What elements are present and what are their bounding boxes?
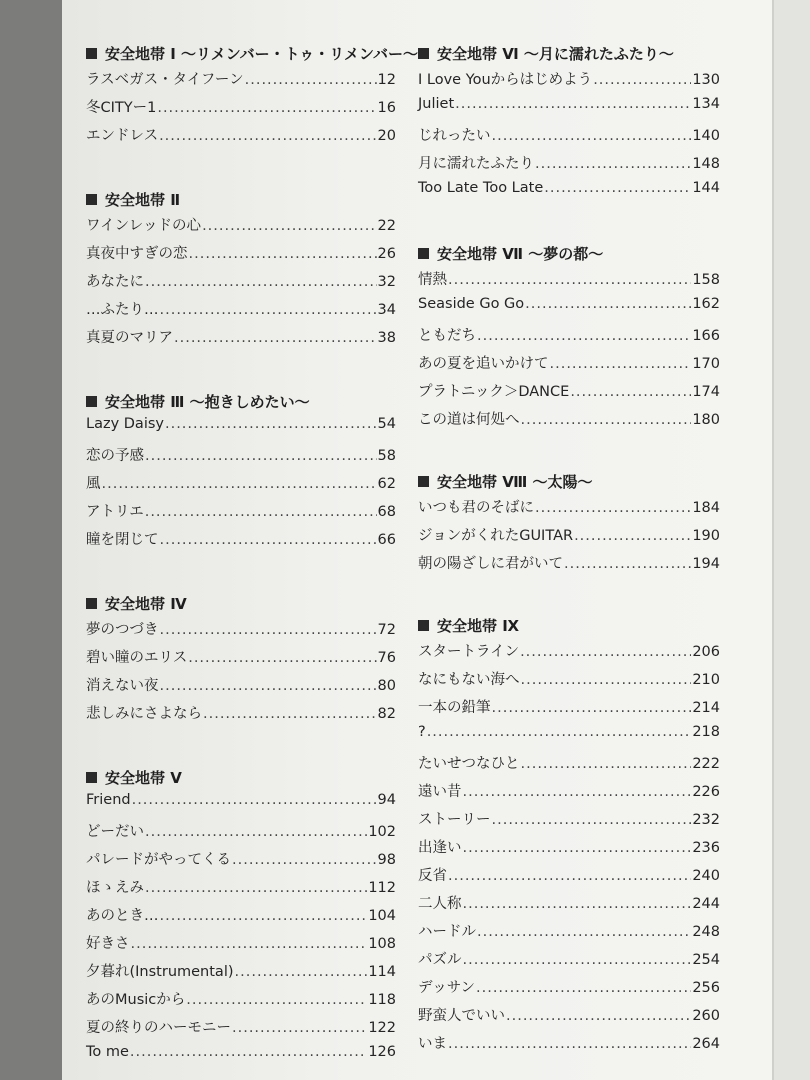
dot-leader — [102, 476, 377, 492]
song-title: デッサン — [418, 980, 475, 996]
album-heading-text: 安全地帯 Ⅷ 〜太陽〜 — [437, 472, 593, 491]
page-number: 260 — [692, 1008, 720, 1024]
toc-entry — [86, 932, 396, 960]
page-number: 38 — [377, 330, 396, 346]
song-title: 一本の鉛筆 — [418, 700, 491, 716]
dot-leader — [448, 868, 691, 884]
toc-entry — [418, 352, 720, 380]
page-number: 240 — [692, 868, 720, 884]
page-number: 112 — [368, 880, 396, 896]
page-number: 244 — [692, 896, 720, 912]
section-gap — [418, 208, 720, 238]
toc-entry — [418, 668, 720, 696]
dot-leader — [535, 500, 691, 516]
square-bullet-icon — [86, 48, 97, 59]
song-title: 瞳を閉じて — [86, 532, 159, 548]
dot-leader — [202, 218, 376, 234]
song-title: 悲しみにさよなら — [86, 706, 202, 722]
toc-entry — [418, 152, 720, 180]
dot-leader — [160, 302, 377, 318]
dot-leader — [145, 448, 377, 464]
song-title: エンドレス — [86, 128, 159, 144]
page-number: 214 — [692, 700, 720, 716]
song-title: Too Late Too Late — [418, 180, 544, 196]
page-number: 194 — [692, 556, 720, 572]
page-number: 232 — [692, 812, 720, 828]
toc-entry — [86, 904, 396, 932]
dot-leader — [160, 908, 368, 924]
toc-entry — [418, 696, 720, 724]
song-title: Seaside Go Go — [418, 296, 525, 312]
album-heading — [86, 184, 396, 214]
square-bullet-icon — [418, 248, 429, 259]
page-number: 54 — [377, 416, 396, 432]
dot-leader — [492, 812, 692, 828]
dot-leader — [130, 1044, 367, 1060]
dot-leader — [232, 1020, 367, 1036]
page-number: 16 — [377, 100, 396, 116]
song-title: ハードル — [418, 924, 476, 940]
section-gap — [418, 580, 720, 610]
song-title: ? — [418, 724, 426, 740]
dot-leader — [203, 706, 377, 722]
song-title: ワインレッドの心 — [86, 218, 202, 234]
album-heading — [86, 38, 418, 68]
song-title: ラスベガス・タイフーン — [86, 72, 244, 88]
dot-leader — [448, 272, 691, 288]
toc-entry — [418, 864, 720, 892]
page-number: 104 — [368, 908, 396, 924]
toc-entry — [418, 180, 720, 208]
page-number: 126 — [368, 1044, 396, 1060]
toc-entry — [418, 1004, 720, 1032]
toc-entry — [418, 68, 720, 96]
dot-leader — [593, 72, 691, 88]
toc-entry — [86, 702, 396, 730]
album-section — [86, 184, 396, 354]
square-bullet-icon — [418, 620, 429, 631]
song-title: 出逢い — [418, 840, 462, 856]
dot-leader — [521, 672, 692, 688]
page-number: 162 — [692, 296, 720, 312]
album-section — [418, 238, 720, 436]
toc-entry — [86, 820, 396, 848]
toc-entry — [418, 296, 720, 324]
page-number: 80 — [377, 678, 396, 694]
dot-leader — [455, 96, 691, 112]
dot-leader — [232, 852, 377, 868]
dot-leader — [544, 180, 691, 196]
section-gap — [86, 730, 396, 762]
dot-leader — [564, 556, 691, 572]
section-gap — [86, 556, 396, 588]
page-number: 12 — [377, 72, 396, 88]
song-title: この道は何処へ — [418, 412, 520, 428]
dot-leader — [570, 384, 691, 400]
song-title: 夏の終りのハーモニー — [86, 1020, 231, 1036]
toc-entry — [86, 618, 396, 646]
section-gap — [418, 436, 720, 466]
toc-entry — [418, 976, 720, 1004]
page-number: 210 — [692, 672, 720, 688]
dot-leader — [145, 274, 377, 290]
page-number: 76 — [377, 650, 396, 666]
page-number: 190 — [692, 528, 720, 544]
toc-entry — [86, 270, 396, 298]
page-number: 134 — [692, 96, 720, 112]
page-number: 148 — [692, 156, 720, 172]
song-title: スタートライン — [418, 644, 520, 660]
song-title: あの夏を追いかけて — [418, 356, 549, 372]
song-title: 朝の陽ざしに君がいて — [418, 556, 563, 572]
toc-entry — [86, 876, 396, 904]
toc-entry — [418, 640, 720, 668]
page-number: 32 — [377, 274, 396, 290]
page-number: 72 — [377, 622, 396, 638]
song-title: To me — [86, 1044, 129, 1060]
album-heading — [86, 762, 396, 792]
page-number: 130 — [692, 72, 720, 88]
song-title: パレードがやってくる — [86, 852, 231, 868]
dot-leader — [574, 528, 691, 544]
toc-entry — [418, 836, 720, 864]
album-section — [418, 466, 720, 580]
toc-column-left — [86, 38, 418, 1072]
toc-entry — [86, 1044, 396, 1072]
page-number: 236 — [692, 840, 720, 856]
page-number: 108 — [368, 936, 396, 952]
page-number: 20 — [377, 128, 396, 144]
page-number: 26 — [377, 246, 396, 262]
album-heading-text: 安全地帯 Ⅳ — [105, 594, 187, 613]
album-heading-text: 安全地帯 Ⅴ — [105, 768, 182, 787]
toc-entry — [418, 724, 720, 752]
page-number: 22 — [377, 218, 396, 234]
song-title: I Love Youからはじめよう — [418, 72, 593, 88]
song-title: どーだい — [86, 824, 144, 840]
song-title: あのとき… — [86, 908, 159, 924]
song-title: Juliet — [418, 96, 455, 112]
toc-entry — [86, 528, 396, 556]
toc-entry — [418, 892, 720, 920]
adjacent-page-edge — [772, 0, 810, 1080]
song-title: 真夏のマリア — [86, 330, 173, 346]
dot-leader — [535, 156, 691, 172]
page-number: 226 — [692, 784, 720, 800]
album-heading — [418, 466, 720, 496]
dot-leader — [520, 644, 691, 660]
album-section — [86, 588, 396, 730]
page-number: 98 — [377, 852, 396, 868]
song-title: いつも君のそばに — [418, 500, 534, 516]
page-number: 170 — [692, 356, 720, 372]
dot-leader — [186, 992, 367, 1008]
toc-entry — [418, 124, 720, 152]
page-number: 256 — [692, 980, 720, 996]
song-title: あなたに — [86, 274, 144, 290]
album-heading-text: 安全地帯 Ⅵ 〜月に濡れたふたり〜 — [437, 44, 674, 63]
dot-leader — [160, 678, 377, 694]
page-number: 58 — [377, 448, 396, 464]
toc-entry — [418, 920, 720, 948]
dot-leader — [132, 792, 377, 808]
toc-entry — [86, 416, 396, 444]
dot-leader — [174, 330, 377, 346]
song-title: 恋の予感 — [86, 448, 144, 464]
toc-entry — [86, 96, 396, 124]
album-heading-text: 安全地帯 Ⅱ — [105, 190, 181, 209]
toc-entry — [418, 552, 720, 580]
dot-leader — [463, 840, 692, 856]
album-section — [86, 762, 396, 1072]
dot-leader — [525, 296, 691, 312]
song-title: パズル — [418, 952, 462, 968]
page-number: 68 — [377, 504, 396, 520]
dot-leader — [477, 328, 691, 344]
page-number: 206 — [692, 644, 720, 660]
album-heading — [418, 38, 720, 68]
dot-leader — [145, 824, 367, 840]
dot-leader — [165, 416, 377, 432]
toc-entry — [86, 646, 396, 674]
dot-leader — [160, 532, 377, 548]
song-title: プラトニック＞DANCE — [418, 384, 570, 400]
song-title: たいせつなひと — [418, 756, 520, 772]
album-heading — [418, 610, 720, 640]
page-number: 180 — [692, 412, 720, 428]
dot-leader — [521, 412, 692, 428]
album-section — [418, 610, 720, 1060]
toc-entry — [86, 326, 396, 354]
page-number: 144 — [692, 180, 720, 196]
dot-leader — [189, 246, 377, 262]
dot-leader — [157, 100, 376, 116]
dot-leader — [476, 980, 691, 996]
song-title: 碧い瞳のエリス — [86, 650, 188, 666]
page-number: 254 — [692, 952, 720, 968]
page-number: 62 — [377, 476, 396, 492]
dot-leader — [463, 784, 692, 800]
song-title: 好きさ — [86, 936, 130, 952]
dot-leader — [463, 896, 692, 912]
song-title: ストーリー — [418, 812, 491, 828]
dot-leader — [463, 952, 692, 968]
dot-leader — [492, 700, 692, 716]
album-heading — [86, 386, 396, 416]
page-number: 264 — [692, 1036, 720, 1052]
toc-entry — [86, 848, 396, 876]
toc-entry — [86, 298, 396, 326]
dot-leader — [477, 924, 691, 940]
toc-entry — [86, 960, 396, 988]
song-title: ジョンがくれたGUITAR — [418, 528, 574, 544]
song-title: あのMusicから — [86, 992, 186, 1008]
square-bullet-icon — [86, 194, 97, 205]
dot-leader — [245, 72, 377, 88]
song-title: 消えない夜 — [86, 678, 159, 694]
album-heading — [418, 238, 720, 268]
toc-entry — [86, 792, 396, 820]
album-section — [418, 38, 720, 208]
section-gap — [86, 354, 396, 386]
page-number: 140 — [692, 128, 720, 144]
song-title: 反省 — [418, 868, 447, 884]
dot-leader — [235, 964, 368, 980]
song-title: いま — [418, 1036, 447, 1052]
page-number: 218 — [692, 724, 720, 740]
song-title: 野蛮人でいい — [418, 1008, 505, 1024]
square-bullet-icon — [86, 772, 97, 783]
song-title: …ふたり… — [86, 302, 159, 318]
toc-entry — [418, 1032, 720, 1060]
toc-entry — [86, 500, 396, 528]
page-number: 248 — [692, 924, 720, 940]
page-number: 118 — [368, 992, 396, 1008]
toc-entry — [418, 380, 720, 408]
song-title: Friend — [86, 792, 131, 808]
dot-leader — [506, 1008, 691, 1024]
album-heading — [86, 588, 396, 618]
song-title: なにもない海へ — [418, 672, 520, 688]
song-title: 冬CITYー1 — [86, 100, 157, 116]
toc-entry — [418, 524, 720, 552]
toc-entry — [418, 324, 720, 352]
square-bullet-icon — [86, 598, 97, 609]
square-bullet-icon — [418, 48, 429, 59]
song-title: ともだち — [418, 328, 476, 344]
song-title: 二人称 — [418, 896, 462, 912]
toc-entry — [418, 408, 720, 436]
dot-leader — [521, 756, 692, 772]
song-title: 遠い昔 — [418, 784, 462, 800]
page-number: 158 — [692, 272, 720, 288]
dot-leader — [550, 356, 692, 372]
page-number: 114 — [368, 964, 396, 980]
square-bullet-icon — [418, 476, 429, 487]
page-number: 82 — [377, 706, 396, 722]
page-number: 122 — [368, 1020, 396, 1036]
toc-entry — [86, 1016, 396, 1044]
song-title: 夕暮れ(Instrumental) — [86, 964, 234, 980]
dot-leader — [145, 504, 377, 520]
album-heading-text: 安全地帯 Ⅲ 〜抱きしめたい〜 — [105, 392, 310, 411]
toc-column-right — [418, 38, 720, 1060]
page-number: 66 — [377, 532, 396, 548]
song-title: ほゝえみ — [86, 880, 144, 896]
dot-leader — [160, 622, 377, 638]
song-title: 真夜中すぎの恋 — [86, 246, 188, 262]
dot-leader — [131, 936, 368, 952]
page-number: 166 — [692, 328, 720, 344]
dot-leader — [448, 1036, 691, 1052]
toc-entry — [418, 808, 720, 836]
toc-entry — [418, 752, 720, 780]
album-section — [86, 38, 418, 152]
song-title: 夢のつづき — [86, 622, 159, 638]
song-title: アトリエ — [86, 504, 144, 520]
album-section — [86, 386, 396, 556]
toc-entry — [86, 674, 396, 702]
toc-entry — [418, 780, 720, 808]
album-heading-text: 安全地帯 Ⅶ 〜夢の都〜 — [437, 244, 604, 263]
toc-entry — [86, 242, 396, 270]
song-title: Lazy Daisy — [86, 416, 164, 432]
toc-entry — [86, 988, 396, 1016]
toc-entry — [418, 948, 720, 976]
song-title: 月に濡れたふたり — [418, 156, 534, 172]
dot-leader — [145, 880, 367, 896]
page-number: 222 — [692, 756, 720, 772]
song-title: 情熱 — [418, 272, 447, 288]
page-number: 174 — [692, 384, 720, 400]
toc-entry — [418, 496, 720, 524]
page-number: 184 — [692, 500, 720, 516]
toc-entry — [418, 96, 720, 124]
toc-entry — [86, 444, 396, 472]
section-gap — [86, 152, 396, 184]
page-number: 34 — [377, 302, 396, 318]
toc-entry — [418, 268, 720, 296]
square-bullet-icon — [86, 396, 97, 407]
dot-leader — [159, 128, 376, 144]
song-title: 風 — [86, 476, 101, 492]
album-heading-text: 安全地帯 Ⅰ 〜リメンバー・トゥ・リメンバー〜 — [105, 44, 418, 63]
toc-entry — [86, 472, 396, 500]
dot-leader — [188, 650, 376, 666]
toc-entry — [86, 68, 396, 96]
toc-entry — [86, 124, 396, 152]
page-number: 102 — [368, 824, 396, 840]
album-heading-text: 安全地帯 Ⅸ — [437, 616, 520, 635]
dot-leader — [492, 128, 692, 144]
song-title: じれったい — [418, 128, 491, 144]
toc-entry — [86, 214, 396, 242]
page-number: 94 — [377, 792, 396, 808]
dot-leader — [427, 724, 692, 740]
